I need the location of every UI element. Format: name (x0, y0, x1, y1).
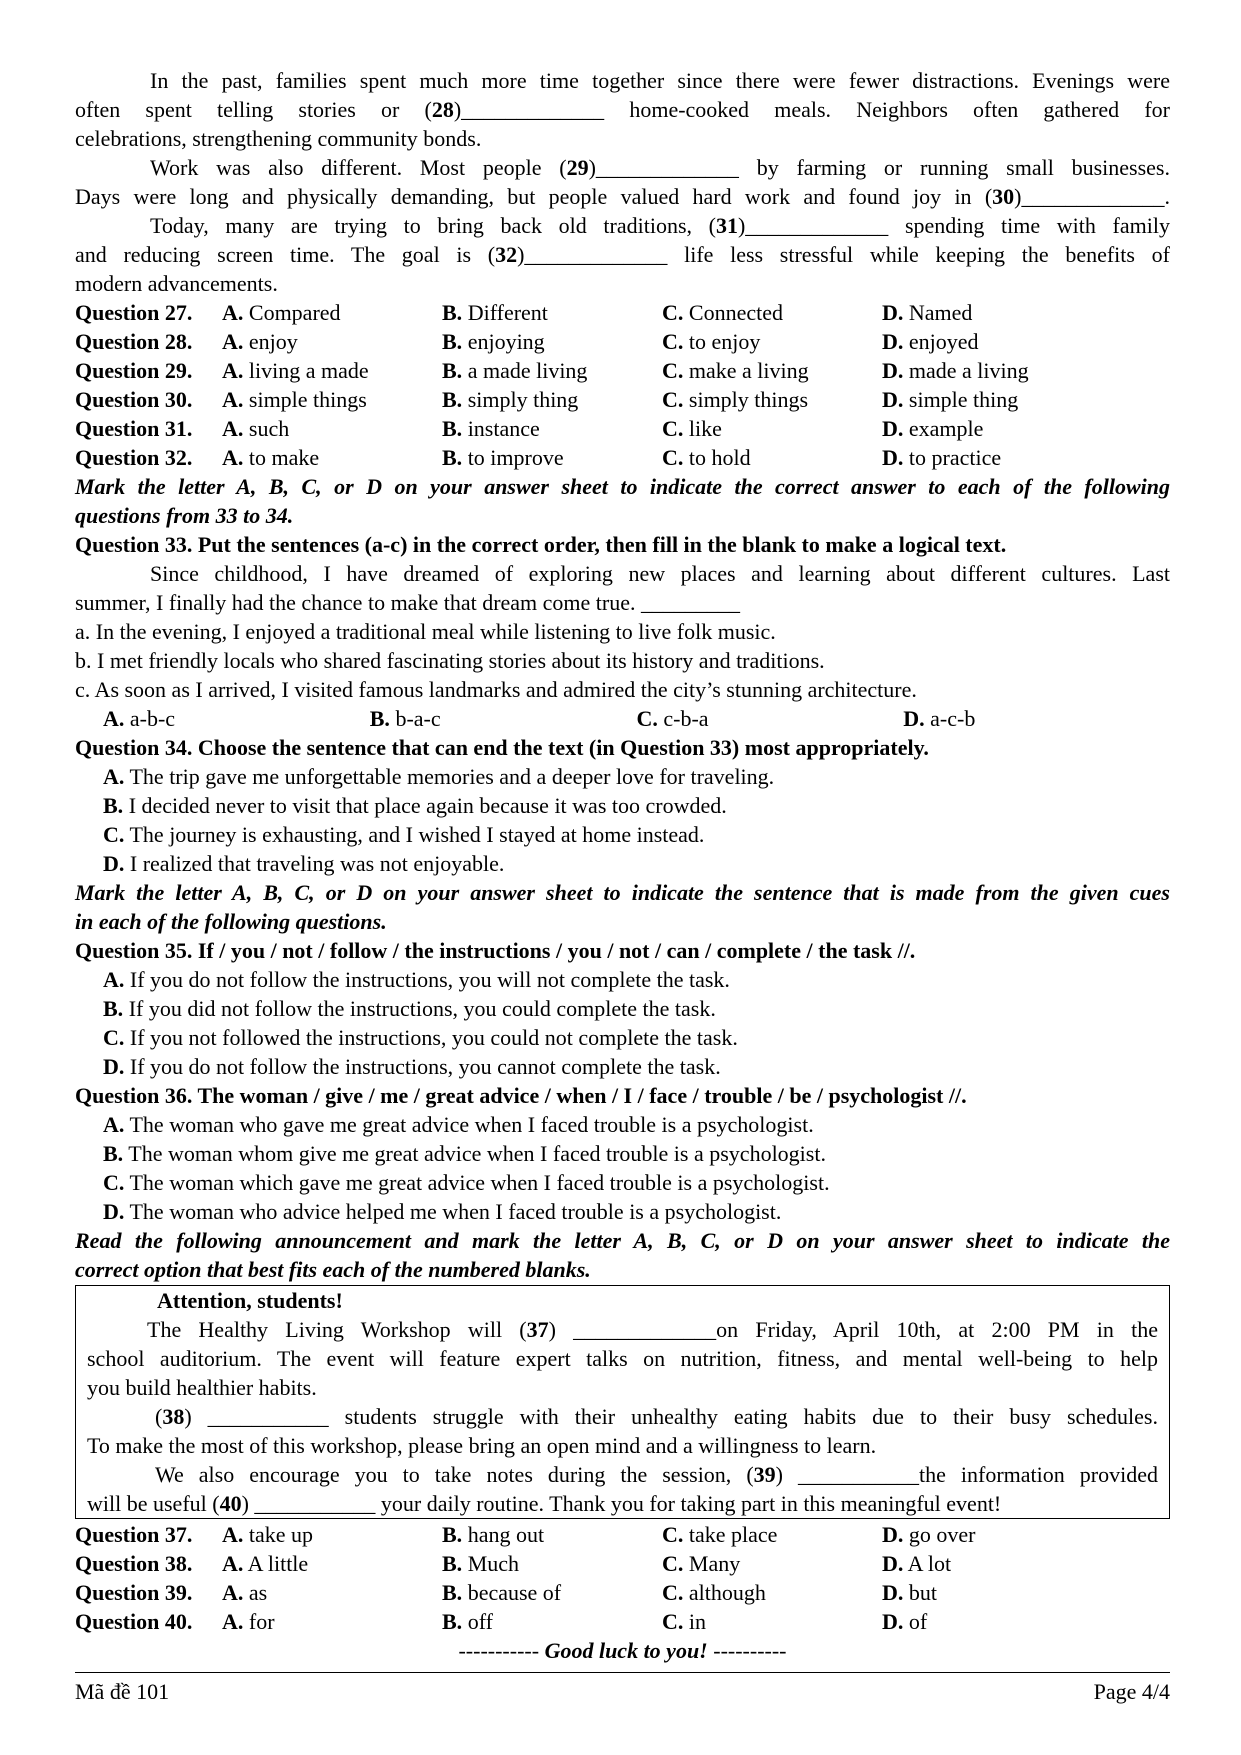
q33-option[interactable]: A. a-b-c (103, 706, 176, 731)
instruction: questions from 33 to 34. (75, 503, 294, 528)
answer-option-c[interactable]: C. simply things (662, 387, 809, 412)
q34-option-a[interactable]: A. The trip gave me unforgettable memories and a deeper love for traveling. (103, 764, 775, 789)
question-number: Question 28. (75, 329, 193, 354)
q33-text: Since childhood, I have dreamed of exploring new places and learning about different cultures. Last (150, 561, 1170, 586)
answer-option-b[interactable]: B. a made living (442, 358, 588, 383)
answer-option-a[interactable]: A. simple things (222, 387, 367, 412)
question-36-title: Question 36. The woman / give / me / great advice / when / I / face / trouble / be / psychologist //. (75, 1083, 967, 1108)
question-row (75, 414, 1170, 443)
q33-option[interactable]: D. a-c-b (903, 706, 976, 731)
question-row (75, 385, 1170, 414)
q34-option-b[interactable]: B. I decided never to visit that place again because it was too crowded. (103, 793, 727, 818)
announcement-line: The Healthy Living Workshop will (37) _____________on Friday, April 10th, at 2:00 PM in the (147, 1317, 1158, 1342)
question-row (75, 1520, 1170, 1549)
passage-line: In the past, families spent much more time together since there were fewer distractions. Evenings were (150, 68, 1170, 93)
passage-line: and reducing screen time. The goal is (32)_____________ life less stressful while keeping the benefits of (75, 242, 1170, 267)
answer-option-b[interactable]: B. Much (442, 1551, 520, 1576)
answer-option-d[interactable]: D. simple thing (882, 387, 1019, 412)
announcement-line: To make the most of this workshop, please bring an open mind and a willingness to learn. (87, 1433, 877, 1458)
answer-option-a[interactable]: A. enjoy (222, 329, 298, 354)
q33-sentence-a: a. In the evening, I enjoyed a traditional meal while listening to live folk music. (75, 619, 776, 644)
answer-option-c[interactable]: C. Many (662, 1551, 741, 1576)
answer-option-c[interactable]: C. like (662, 416, 722, 441)
q35-option-c[interactable]: C. If you not followed the instructions, you could not complete the task. (103, 1025, 738, 1050)
passage-line: often spent telling stories or (28)_____________ home-cooked meals. Neighbors often gathered for (75, 97, 1170, 122)
answer-option-b[interactable]: B. to improve (442, 445, 564, 470)
question-number: Question 31. (75, 416, 193, 441)
passage-line: celebrations, strengthening community bonds. (75, 126, 482, 151)
exam-page (75, 66, 1170, 1665)
answer-option-c[interactable]: C. Connected (662, 300, 783, 325)
question-grid-27-32 (75, 298, 1170, 472)
answer-option-b[interactable]: B. Different (442, 300, 548, 325)
answer-option-b[interactable]: B. off (442, 1609, 493, 1634)
announcement-line: will be useful (40) ___________ your daily routine. Thank you for taking part in this meaningful event! (87, 1491, 1002, 1516)
answer-option-d[interactable]: D. enjoyed (882, 329, 979, 354)
instruction: Mark the letter A, B, C, or D on your answer sheet to indicate the sentence that is made from the given cues (75, 880, 1170, 905)
q33-sentence-c: c. As soon as I arrived, I visited famous landmarks and admired the city’s stunning architecture. (75, 677, 917, 702)
answer-option-a[interactable]: A. for (222, 1609, 275, 1634)
answer-option-b[interactable]: B. instance (442, 416, 540, 441)
page-footer (75, 1677, 1170, 1706)
answer-option-b[interactable]: B. because of (442, 1580, 562, 1605)
passage-line: Days were long and physically demanding, but people valued hard work and found joy in (30)_____________. (75, 184, 1170, 209)
question-number: Question 30. (75, 387, 193, 412)
announcement-box (75, 1285, 1170, 1519)
question-row (75, 298, 1170, 327)
page-number: Page 4/4 (1093, 1679, 1170, 1704)
answer-option-d[interactable]: D. go over (882, 1522, 976, 1547)
answer-option-c[interactable]: C. to enjoy (662, 329, 761, 354)
question-number: Question 29. (75, 358, 193, 383)
q35-option-b[interactable]: B. If you did not follow the instructions, you could complete the task. (103, 996, 716, 1021)
q33-sentence-b: b. I met friendly locals who shared fascinating stories about its history and traditions. (75, 648, 825, 673)
question-number: Question 39. (75, 1580, 193, 1605)
answer-option-a[interactable]: A. to make (222, 445, 320, 470)
answer-option-a[interactable]: A. Compared (222, 300, 341, 325)
answer-option-d[interactable]: D. A lot (882, 1551, 952, 1576)
answer-option-a[interactable]: A. as (222, 1580, 268, 1605)
question-row (75, 327, 1170, 356)
announcement-line: We also encourage you to take notes during the session, (39) ___________the information provided (155, 1462, 1158, 1487)
instruction: correct option that best fits each of the numbered blanks. (75, 1257, 591, 1282)
announcement-line: (38) ___________ students struggle with their unhealthy eating habits due to their busy schedules. (155, 1404, 1158, 1429)
answer-option-d[interactable]: D. but (882, 1580, 938, 1605)
q35-option-d[interactable]: D. If you do not follow the instructions, you cannot complete the task. (103, 1054, 721, 1079)
answer-option-d[interactable]: D. Named (882, 300, 973, 325)
answer-option-a[interactable]: A. A little (222, 1551, 309, 1576)
footer-divider (75, 1672, 1170, 1673)
answer-option-a[interactable]: A. living a made (222, 358, 369, 383)
answer-option-a[interactable]: A. such (222, 416, 290, 441)
q34-option-d[interactable]: D. I realized that traveling was not enjoyable. (103, 851, 505, 876)
answer-option-d[interactable]: D. made a living (882, 358, 1029, 383)
question-number: Question 38. (75, 1551, 193, 1576)
q33-options (75, 704, 1170, 733)
announcement-line: school auditorium. The event will feature expert talks on nutrition, fitness, and mental well-being to help (87, 1346, 1158, 1371)
instruction: Mark the letter A, B, C, or D on your answer sheet to indicate the correct answer to each of the following (75, 474, 1170, 499)
exam-code: Mã đề 101 (75, 1679, 170, 1704)
q36-option-c[interactable]: C. The woman which gave me great advice when I faced trouble is a psychologist. (103, 1170, 830, 1195)
instruction: Read the following announcement and mark the letter A, B, C, or D on your answer sheet to indicate the (75, 1228, 1170, 1253)
question-row (75, 443, 1170, 472)
passage-line: Today, many are trying to bring back old traditions, (31)_____________ spending time with family (150, 213, 1170, 238)
passage-line: Work was also different. Most people (29)_____________ by farming or running small businesses. (150, 155, 1170, 180)
closing-line: ----------- Good luck to you! ---------- (458, 1638, 787, 1663)
question-grid-37-40 (75, 1520, 1170, 1636)
question-row (75, 1607, 1170, 1636)
answer-option-d[interactable]: D. of (882, 1609, 928, 1634)
question-row (75, 356, 1170, 385)
question-35-title: Question 35. If / you / not / follow / the instructions / you / not / can / complete / the task //. (75, 938, 916, 963)
answer-option-c[interactable]: C. make a living (662, 358, 809, 383)
q33-option[interactable]: C. c-b-a (636, 706, 709, 731)
question-row (75, 1549, 1170, 1578)
q36-option-b[interactable]: B. The woman whom give me great advice when I faced trouble is a psychologist. (103, 1141, 826, 1166)
question-row (75, 1578, 1170, 1607)
answer-option-d[interactable]: D. example (882, 416, 984, 441)
question-number: Question 40. (75, 1609, 193, 1634)
q34-option-c[interactable]: C. The journey is exhausting, and I wished I stayed at home instead. (103, 822, 705, 847)
q36-option-a[interactable]: A. The woman who gave me great advice when I faced trouble is a psychologist. (103, 1112, 814, 1137)
question-34-title: Question 34. Choose the sentence that can end the text (in Question 33) most appropriately. (75, 735, 929, 760)
q36-option-d[interactable]: D. The woman who advice helped me when I faced trouble is a psychologist. (103, 1199, 782, 1224)
answer-option-d[interactable]: D. to practice (882, 445, 1002, 470)
question-number: Question 27. (75, 300, 193, 325)
answer-option-b[interactable]: B. enjoying (442, 329, 545, 354)
question-33-title: Question 33. Put the sentences (a-c) in the correct order, then fill in the blank to make a logical text. (75, 532, 1007, 557)
q35-option-a[interactable]: A. If you do not follow the instructions, you will not complete the task. (103, 967, 730, 992)
answer-option-c[interactable]: C. take place (662, 1522, 778, 1547)
q33-option[interactable]: B. b-a-c (369, 706, 441, 731)
answer-option-a[interactable]: A. take up (222, 1522, 314, 1547)
answer-option-c[interactable]: C. although (662, 1580, 766, 1605)
instruction: in each of the following questions. (75, 909, 387, 934)
answer-option-b[interactable]: B. hang out (442, 1522, 545, 1547)
answer-option-c[interactable]: C. to hold (662, 445, 751, 470)
announcement-heading: Attention, students! (157, 1288, 343, 1313)
passage-line: modern advancements. (75, 271, 278, 296)
announcement-line: you build healthier habits. (87, 1375, 317, 1400)
question-number: Question 37. (75, 1522, 193, 1547)
answer-option-c[interactable]: C. in (662, 1609, 707, 1634)
q33-text: summer, I finally had the chance to make that dream come true. _________ (75, 590, 741, 615)
question-number: Question 32. (75, 445, 193, 470)
answer-option-b[interactable]: B. simply thing (442, 387, 579, 412)
